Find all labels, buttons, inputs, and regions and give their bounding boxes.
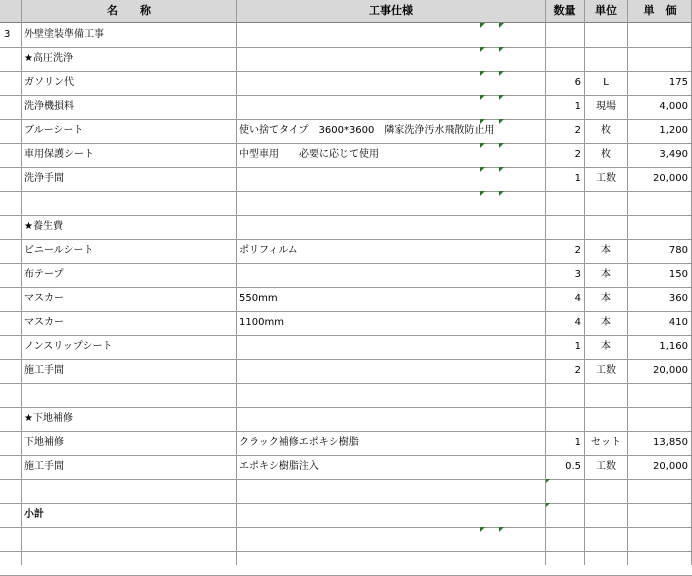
error-indicator-icon — [499, 71, 504, 76]
item-name-cell[interactable]: 布テープ — [24, 269, 64, 280]
row-number-cell[interactable]: 3 — [4, 29, 11, 40]
item-name-cell[interactable]: マスカー — [24, 317, 64, 328]
qty-cell[interactable]: 4 — [574, 293, 581, 304]
table-row — [0, 455, 692, 480]
header-name[interactable]: 名 称 — [107, 4, 151, 17]
spec-cell[interactable] — [239, 503, 543, 527]
row-number-cell[interactable] — [4, 455, 20, 479]
row-number-cell[interactable] — [4, 287, 20, 311]
row-number-cell[interactable] — [4, 95, 20, 119]
price-cell[interactable] — [628, 47, 688, 71]
item-name-cell[interactable]: 車用保護シート — [24, 149, 94, 160]
spec-cell[interactable] — [239, 335, 543, 359]
table-row — [0, 287, 692, 312]
table-row — [0, 95, 692, 120]
error-indicator-icon — [499, 119, 504, 124]
table-row — [0, 167, 692, 192]
row-number-cell[interactable] — [4, 311, 20, 335]
price-cell[interactable]: 20,000 — [653, 461, 688, 472]
grid-line — [584, 0, 585, 565]
error-indicator-icon — [499, 95, 504, 100]
row-number-cell[interactable] — [4, 527, 20, 551]
spec-cell[interactable] — [239, 215, 543, 239]
unit-cell[interactable]: 枚 — [601, 149, 611, 160]
price-cell[interactable] — [628, 527, 688, 551]
qty-cell[interactable] — [546, 215, 581, 239]
unit-cell[interactable]: 本 — [601, 341, 611, 352]
unit-cell[interactable] — [585, 191, 627, 215]
spec-cell[interactable] — [239, 71, 543, 95]
spec-cell[interactable] — [239, 95, 543, 119]
price-cell[interactable] — [628, 215, 688, 239]
price-cell[interactable]: 4,000 — [659, 101, 688, 112]
row-number-cell[interactable] — [4, 143, 20, 167]
spec-cell[interactable]: ポリフィルム — [239, 245, 298, 256]
unit-cell[interactable] — [585, 47, 627, 71]
spec-cell[interactable]: エポキシ樹脂注入 — [239, 461, 319, 472]
price-cell[interactable] — [628, 383, 688, 407]
item-name-cell[interactable]: ノンスリップシート — [24, 341, 113, 352]
item-name-cell[interactable]: 洗浄手間 — [24, 173, 64, 184]
item-name-cell[interactable]: ビニールシート — [24, 245, 94, 256]
price-cell[interactable] — [628, 479, 688, 503]
table-row — [0, 335, 692, 360]
item-name-cell[interactable]: ★養生費 — [24, 221, 63, 232]
table-row — [0, 407, 692, 432]
qty-cell[interactable] — [546, 23, 581, 47]
item-name-cell[interactable]: ガソリン代 — [24, 77, 74, 88]
price-cell[interactable] — [628, 551, 688, 575]
table-row — [0, 551, 692, 576]
unit-cell[interactable]: 本 — [601, 293, 611, 304]
error-indicator-icon — [499, 143, 504, 148]
spec-cell[interactable] — [239, 167, 543, 191]
unit-cell[interactable] — [585, 383, 627, 407]
spec-cell[interactable] — [239, 407, 543, 431]
table-row — [0, 215, 692, 240]
error-indicator-icon — [480, 167, 485, 172]
price-cell[interactable]: 20,000 — [653, 365, 688, 376]
unit-cell[interactable] — [585, 215, 627, 239]
error-indicator-icon — [480, 23, 485, 28]
spec-cell[interactable] — [239, 383, 543, 407]
spec-cell[interactable]: クラック補修エポキシ樹脂 — [239, 437, 359, 448]
unit-cell[interactable]: 枚 — [601, 125, 611, 136]
error-indicator-icon — [480, 119, 485, 124]
error-indicator-icon — [480, 527, 485, 532]
row-number-cell[interactable] — [4, 191, 20, 215]
price-cell[interactable]: 13,850 — [653, 437, 688, 448]
unit-cell[interactable] — [585, 503, 627, 527]
spec-cell[interactable] — [239, 23, 543, 47]
unit-cell[interactable] — [585, 551, 627, 575]
row-number-cell[interactable] — [4, 47, 20, 71]
item-name-cell[interactable] — [24, 191, 234, 215]
unit-cell[interactable]: 本 — [601, 317, 611, 328]
price-cell[interactable]: 1,160 — [659, 341, 688, 352]
table-row — [0, 479, 692, 504]
item-name-cell[interactable]: 施工手間 — [24, 365, 64, 376]
item-name-cell[interactable]: 小計 — [24, 509, 44, 520]
header-qty[interactable]: 数量 — [553, 4, 576, 17]
qty-cell[interactable] — [546, 527, 581, 551]
row-number-cell[interactable] — [4, 335, 20, 359]
error-indicator-icon — [499, 191, 504, 196]
column-header-row — [0, 0, 692, 23]
price-cell[interactable]: 150 — [668, 269, 688, 280]
price-cell[interactable] — [628, 503, 688, 527]
row-number-cell[interactable] — [4, 119, 20, 143]
row-number-cell[interactable] — [4, 263, 20, 287]
qty-cell[interactable]: 2 — [574, 365, 581, 376]
unit-cell[interactable]: 現場 — [596, 101, 616, 112]
row-number-cell[interactable] — [4, 359, 20, 383]
row-number-cell[interactable] — [4, 383, 20, 407]
unit-cell[interactable]: L — [603, 77, 609, 88]
qty-cell[interactable] — [546, 191, 581, 215]
table-row — [0, 431, 692, 456]
table-row — [0, 383, 692, 408]
qty-cell[interactable]: 1 — [574, 173, 581, 184]
qty-cell[interactable]: 1 — [574, 437, 581, 448]
spec-cell[interactable]: 1100mm — [239, 317, 284, 328]
row-number-cell[interactable] — [4, 431, 20, 455]
price-cell[interactable]: 175 — [668, 77, 688, 88]
error-indicator-icon — [480, 95, 485, 100]
table-row — [0, 143, 692, 168]
unit-cell[interactable]: 工数 — [596, 173, 616, 184]
grid-line — [627, 0, 628, 565]
spec-cell[interactable] — [239, 551, 543, 575]
spec-cell[interactable] — [239, 263, 543, 287]
error-indicator-icon — [499, 167, 504, 172]
unit-cell[interactable]: 本 — [601, 269, 611, 280]
qty-cell[interactable]: 6 — [574, 77, 581, 88]
qty-cell[interactable]: 2 — [574, 245, 581, 256]
table-row — [0, 191, 692, 216]
item-name-cell[interactable]: 下地補修 — [24, 437, 64, 448]
table-row — [0, 23, 692, 48]
grid-line — [236, 0, 237, 565]
table-row — [0, 311, 692, 336]
unit-cell[interactable] — [585, 23, 627, 47]
item-name-cell[interactable] — [24, 551, 234, 575]
table-row — [0, 503, 692, 528]
spec-cell[interactable] — [239, 47, 543, 71]
item-name-cell[interactable] — [24, 527, 234, 551]
spec-cell[interactable]: 550mm — [239, 293, 278, 304]
header-spec[interactable]: 工事仕様 — [369, 4, 413, 17]
qty-cell[interactable] — [546, 407, 581, 431]
price-cell[interactable]: 410 — [668, 317, 688, 328]
qty-cell[interactable] — [546, 479, 581, 503]
item-name-cell[interactable]: 外壁塗装準備工事 — [24, 29, 104, 40]
error-indicator-icon — [499, 527, 504, 532]
unit-cell[interactable]: 本 — [601, 245, 611, 256]
item-name-cell[interactable]: ★下地補修 — [24, 413, 73, 424]
table-row — [0, 119, 692, 144]
unit-cell[interactable]: 工数 — [596, 365, 616, 376]
table-row — [0, 527, 692, 552]
error-indicator-icon — [480, 47, 485, 52]
qty-cell[interactable]: 2 — [574, 125, 581, 136]
spec-cell[interactable]: 使い捨てタイプ 3600*3600 隣家洗浄汚水飛散防止用 — [239, 125, 495, 136]
item-name-cell[interactable] — [24, 479, 234, 503]
qty-cell[interactable]: 4 — [574, 317, 581, 328]
price-cell[interactable] — [628, 191, 688, 215]
price-cell[interactable]: 3,490 — [659, 149, 688, 160]
qty-cell[interactable]: 3 — [574, 269, 581, 280]
unit-cell[interactable] — [585, 527, 627, 551]
unit-cell[interactable] — [585, 407, 627, 431]
row-number-cell[interactable] — [4, 71, 20, 95]
item-name-cell[interactable]: ★高圧洗浄 — [24, 53, 73, 64]
table-row — [0, 239, 692, 264]
item-name-cell[interactable]: ブルーシート — [24, 125, 84, 136]
row-number-cell[interactable] — [4, 215, 20, 239]
header-unit[interactable]: 単位 — [595, 4, 617, 17]
unit-cell[interactable]: セット — [591, 437, 621, 448]
table-row — [0, 263, 692, 288]
row-number-cell[interactable] — [4, 503, 20, 527]
price-cell[interactable]: 1,200 — [659, 125, 688, 136]
price-cell[interactable]: 20,000 — [653, 173, 688, 184]
qty-cell[interactable] — [546, 503, 581, 527]
row-number-cell[interactable] — [4, 407, 20, 431]
table-row — [0, 47, 692, 72]
spec-cell[interactable] — [239, 191, 543, 215]
row-number-cell[interactable] — [4, 551, 20, 575]
spec-cell[interactable] — [239, 359, 543, 383]
price-cell[interactable] — [628, 23, 688, 47]
header-price[interactable]: 単 価 — [643, 4, 677, 17]
grid-line — [545, 0, 546, 565]
grid-line — [21, 0, 22, 565]
error-indicator-icon — [499, 23, 504, 28]
qty-cell[interactable] — [546, 551, 581, 575]
spec-cell[interactable] — [239, 479, 543, 503]
row-number-cell[interactable] — [4, 239, 20, 263]
qty-cell[interactable]: 1 — [574, 341, 581, 352]
item-name-cell[interactable]: マスカー — [24, 293, 64, 304]
table-row — [0, 71, 692, 96]
error-indicator-icon — [480, 143, 485, 148]
error-indicator-icon — [480, 191, 485, 196]
qty-cell[interactable]: 0.5 — [565, 461, 581, 472]
row-number-cell[interactable] — [4, 479, 20, 503]
qty-cell[interactable]: 1 — [574, 101, 581, 112]
price-cell[interactable]: 360 — [668, 293, 688, 304]
error-indicator-icon — [499, 47, 504, 52]
price-cell[interactable]: 780 — [668, 245, 688, 256]
qty-cell[interactable]: 2 — [574, 149, 581, 160]
error-indicator-icon — [480, 71, 485, 76]
unit-cell[interactable] — [585, 479, 627, 503]
item-name-cell[interactable] — [24, 383, 234, 407]
spec-cell[interactable]: 中型車用 必要に応じて使用 — [239, 149, 379, 160]
item-name-cell[interactable]: 施工手間 — [24, 461, 64, 472]
item-name-cell[interactable]: 洗浄機損料 — [24, 101, 74, 112]
table-row — [0, 359, 692, 384]
row-number-cell[interactable] — [4, 167, 20, 191]
qty-cell[interactable] — [546, 47, 581, 71]
price-cell[interactable] — [628, 407, 688, 431]
qty-cell[interactable] — [546, 383, 581, 407]
spec-cell[interactable] — [239, 527, 543, 551]
unit-cell[interactable]: 工数 — [596, 461, 616, 472]
